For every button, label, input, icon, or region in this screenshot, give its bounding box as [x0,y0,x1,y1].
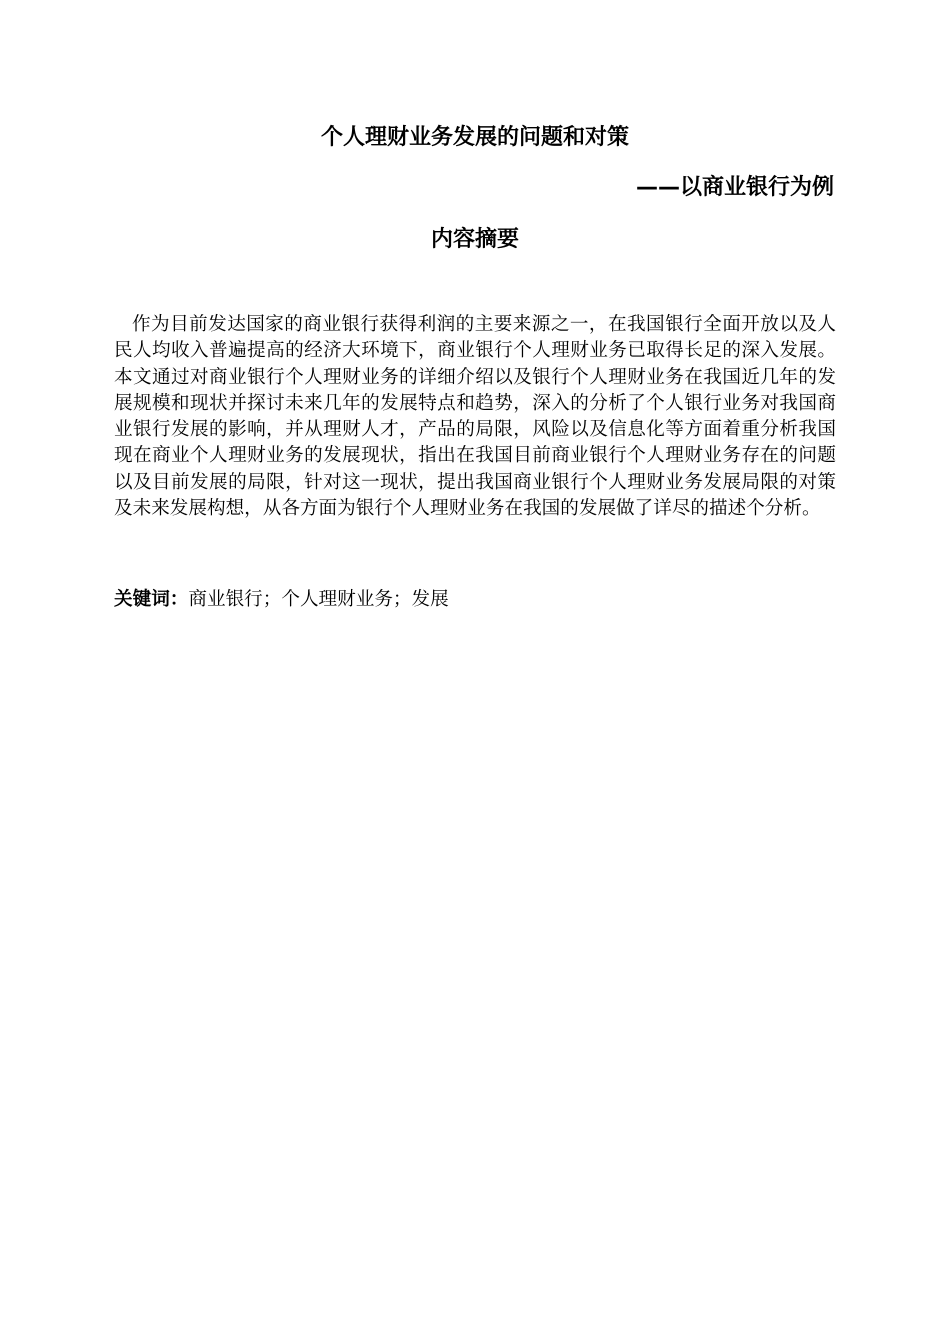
keywords-label: 关键词： [114,589,189,610]
paper-title: 个人理财业务发展的问题和对策 [320,125,629,150]
abstract-paragraph: 作为目前发达国家的商业银行获得利润的主要来源之一，在我国银行全面开放以及人民人均收入普遍提高的经济大环境下，商业银行个人理财业务已取得长足的深入发展。本文通过对商业银行个人理财业务的详细介绍以及银行个人理财业务在我国近几年的发展规模和现状并探讨未来几年的发展特点和趋势，深入的分析了个人银行业务对我国商业银行发展的影响，并从理财人才，产品的局限，风险以及信息化等方面着重分析我国现在商业个人理财业务的发展现状，指出在我国目前商业银行个人理财业务存在的问题以及目前发展的局限，针对这一现状，提出我国商业银行个人理财业务发展局限的对策及未来发展构想，从各方面为银行个人理财业务在我国的发展做了详尽的描述个分析。 [114,314,836,520]
abstract-heading: 内容摘要 [430,227,519,252]
keywords-line [114,586,836,614]
keywords-value: 商业银行；个人理财业务；发展 [188,589,449,610]
paper-subtitle: ——以商业银行为例 [635,175,834,200]
